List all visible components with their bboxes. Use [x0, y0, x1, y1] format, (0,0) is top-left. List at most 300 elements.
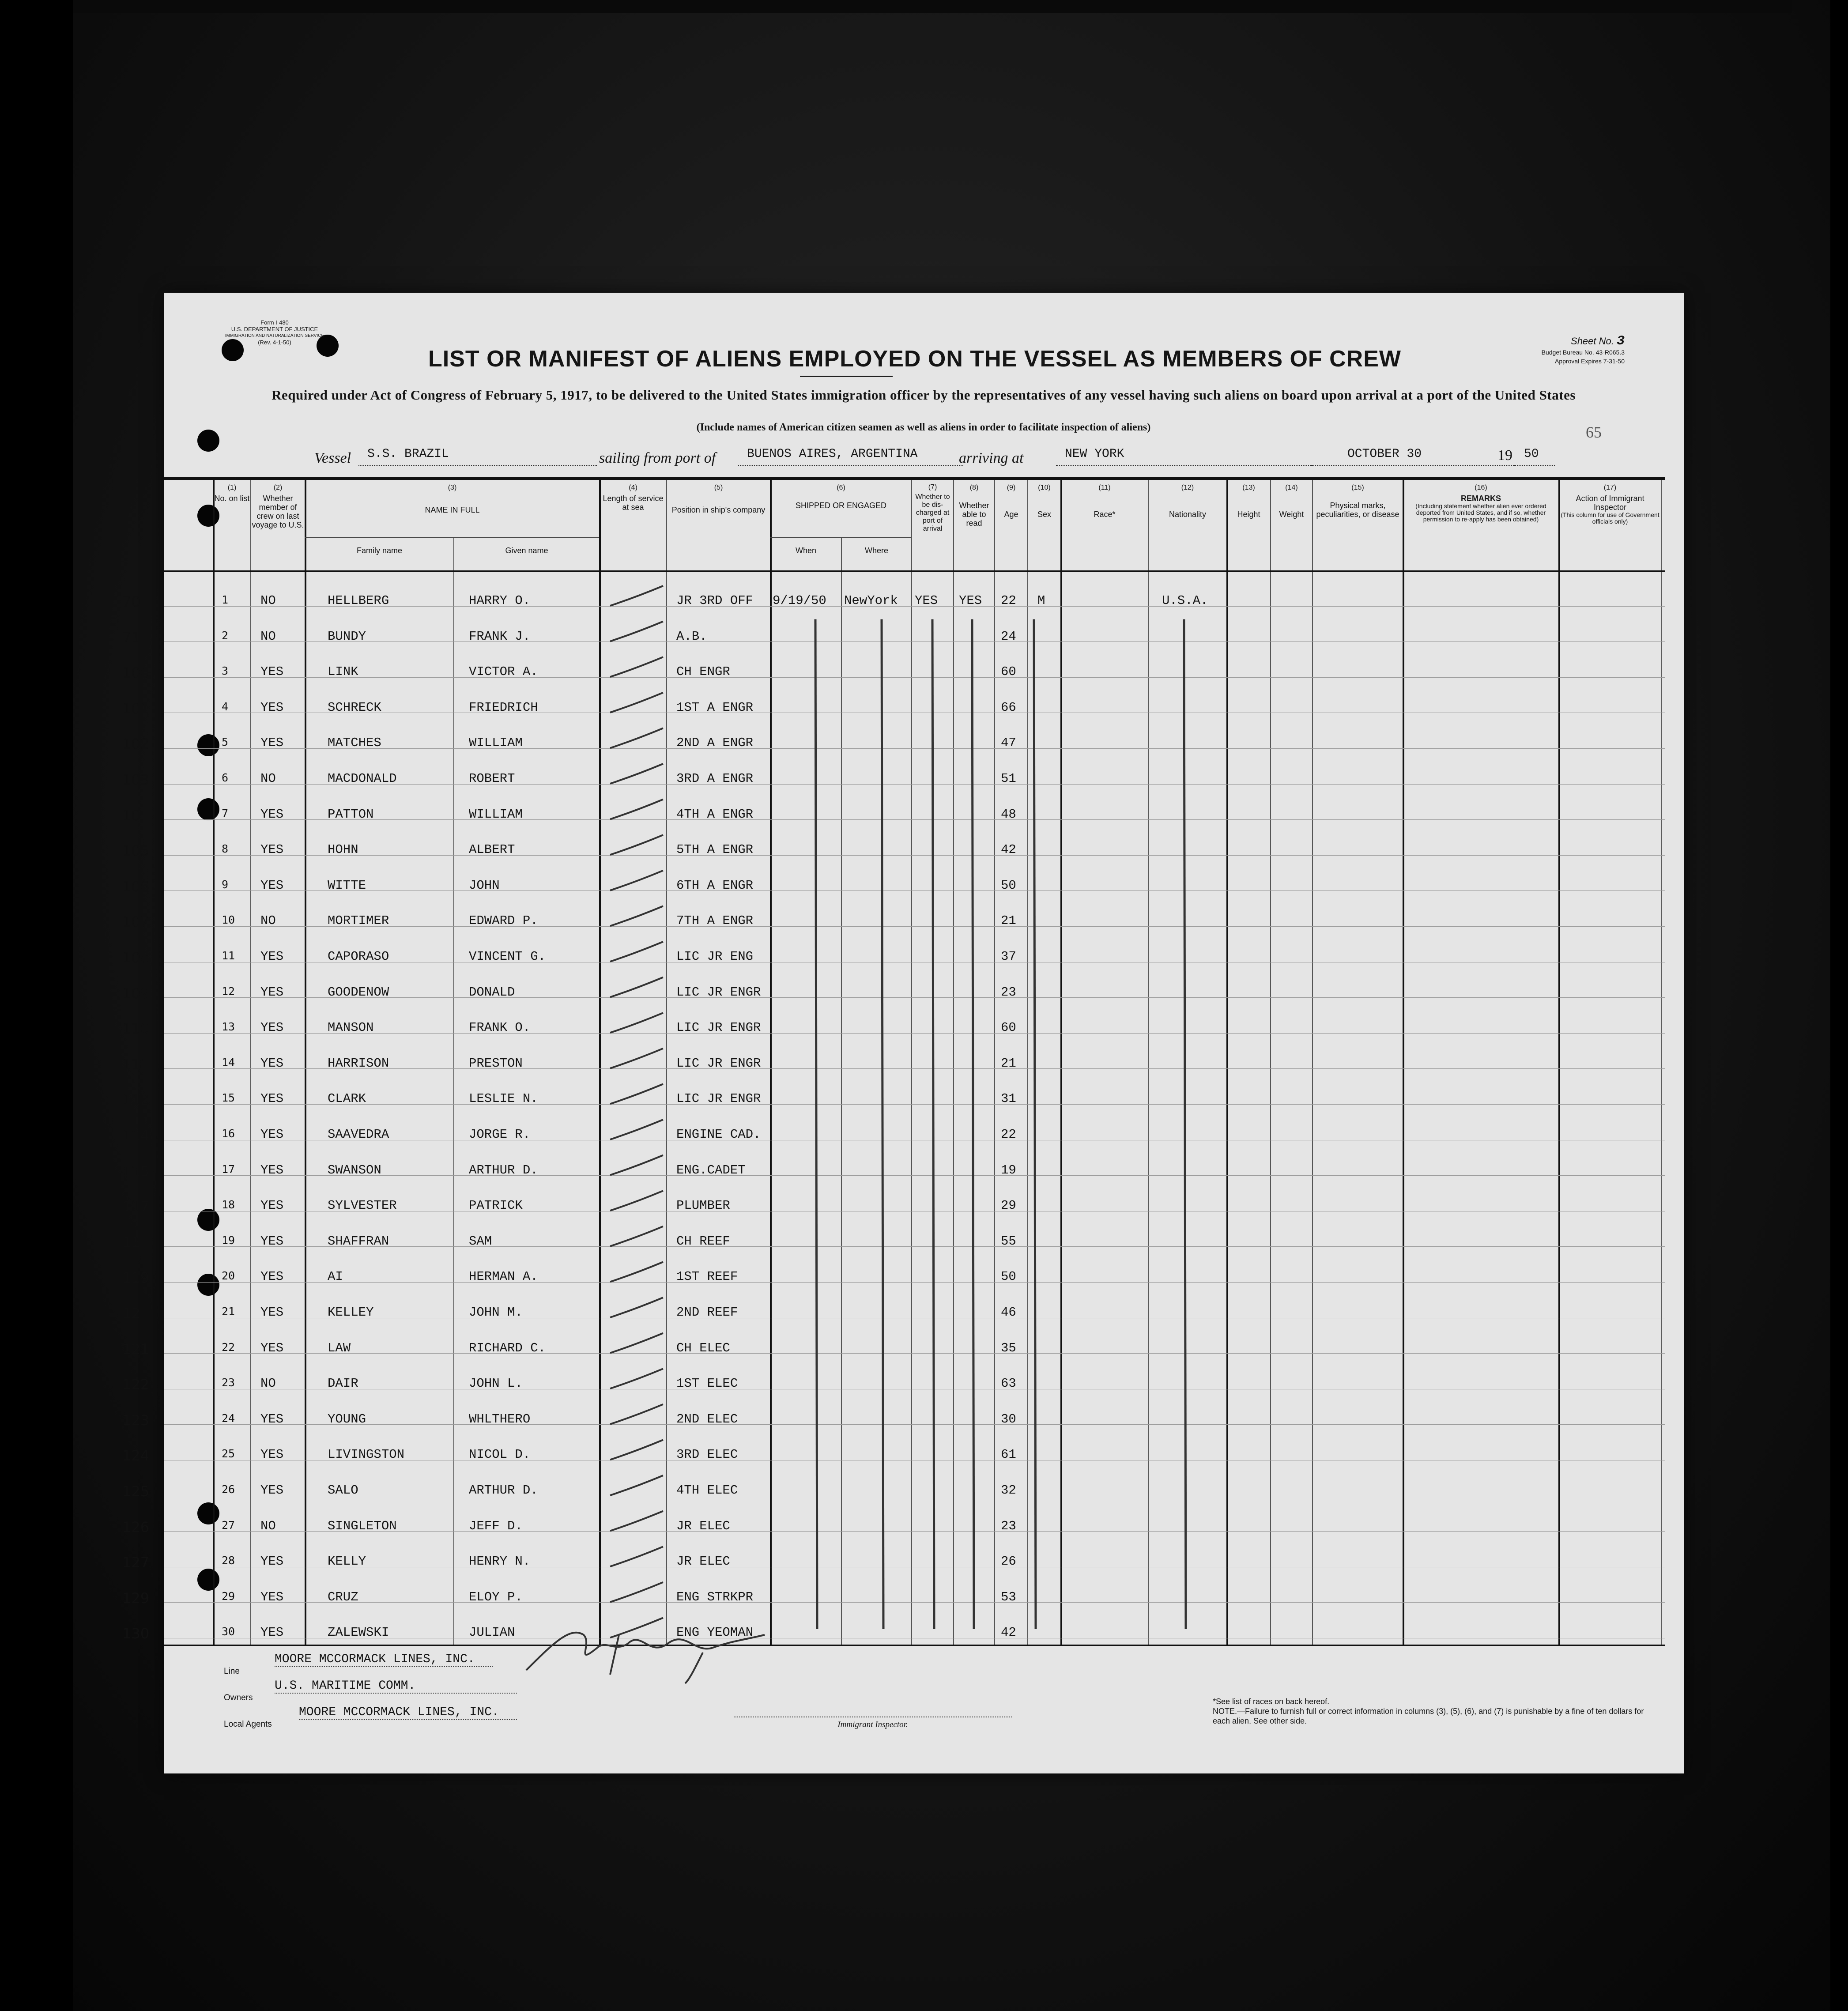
row-given-name: FRANK J.: [469, 629, 531, 644]
sailing-port: BUENOS AIRES, ARGENTINA: [738, 447, 963, 466]
row-family-name: KELLEY: [328, 1305, 374, 1320]
col-name-header: (3) NAME IN FULL: [425, 484, 480, 514]
col-nationality-header: (12) Nationality: [1169, 484, 1207, 519]
agents-value: MOORE MCCORMACK LINES, INC.: [299, 1705, 517, 1720]
row-position: 4TH A ENGR: [676, 807, 754, 822]
row-given-name: ELOY P.: [469, 1589, 523, 1604]
row-given-name: PRESTON: [469, 1056, 523, 1071]
row-family-name: BUNDY: [328, 629, 366, 644]
col-where-header: Where: [864, 546, 888, 555]
arrival-date: OCTOBER 30: [1312, 447, 1515, 466]
row-margin-number: 10: [122, 807, 140, 824]
manifest-page: [122, 293, 1684, 1773]
row-no: 27: [222, 1518, 235, 1532]
ditto-pen-line: [972, 619, 974, 1629]
sheet-label: Sheet No.: [1571, 336, 1614, 347]
row-age: 21: [1001, 913, 1016, 928]
manifest-footer: [164, 1644, 1684, 1772]
row-position: CH ELEC: [676, 1340, 730, 1355]
row-position: ENG YEOMAN: [676, 1625, 754, 1640]
row-last-voyage: YES: [260, 1198, 284, 1213]
row-family-name: KELLY: [328, 1554, 366, 1569]
row-position: 5TH A ENGR: [676, 842, 754, 857]
row-age: 60: [1001, 1020, 1016, 1035]
row-last-voyage: YES: [260, 1162, 284, 1177]
row-age: 32: [1001, 1483, 1016, 1498]
row-discharged: YES: [915, 593, 938, 608]
row-margin-number: 122: [122, 1376, 150, 1393]
row-margin-number: 130: [122, 1625, 150, 1642]
row-no: 10: [222, 913, 235, 927]
col-discharged-header: (7) Whether to be dis-charged at port of arrival: [915, 483, 950, 532]
row-position: LIC JR ENGR: [676, 1020, 761, 1035]
row-position: 2ND ELEC: [676, 1411, 738, 1426]
row-no: 14: [222, 1056, 235, 1069]
service-pen-stroke: [610, 800, 663, 819]
row-age: 31: [1001, 1091, 1016, 1106]
ditto-pen-line: [1034, 619, 1036, 1629]
row-margin-number: 108: [122, 949, 150, 966]
film-border-right: [1830, 0, 1848, 2011]
row-last-voyage: YES: [260, 664, 284, 679]
row-last-voyage: YES: [260, 1091, 284, 1106]
vessel-label: Vessel: [314, 450, 351, 466]
row-last-voyage: NO: [260, 1376, 276, 1391]
col-sex-header: (10) Sex: [1037, 484, 1052, 519]
row-age: 37: [1001, 949, 1016, 964]
row-given-name: WILLIAM: [469, 807, 523, 822]
row-no: 12: [222, 985, 235, 998]
row-given-name: RICHARD C.: [469, 1340, 546, 1355]
row-family-name: LINK: [328, 664, 358, 679]
col-weight-header: (14) Weight: [1279, 484, 1304, 519]
penalty-note: NOTE.—Failure to furnish full or correct information in columns (3), (5), (6), and (7) is punishable by a fine of ten dollars for each alien. See other side.: [1213, 1707, 1644, 1725]
arrival-port: NEW YORK: [1056, 447, 1312, 466]
row-family-name: LIVINGSTON: [328, 1447, 405, 1462]
service-pen-stroke: [610, 622, 663, 641]
row-given-name: SAM: [469, 1234, 492, 1249]
film-border-left: [0, 0, 73, 2011]
row-position: 7TH A ENGR: [676, 913, 754, 928]
budget-bureau: Budget Bureau No. 43-R065.3: [1541, 349, 1625, 356]
row-age: 23: [1001, 1518, 1016, 1533]
row-family-name: LAW: [328, 1340, 351, 1355]
row-given-name: HENRY N.: [469, 1554, 531, 1569]
row-no: 28: [222, 1554, 235, 1567]
col-shipped-header: (6) SHIPPED OR ENGAGED: [795, 484, 887, 510]
row-no: 20: [222, 1269, 235, 1283]
row-position: 1ST ELEC: [676, 1376, 738, 1391]
service-pen-stroke: [610, 764, 663, 784]
service-pen-stroke: [610, 1191, 663, 1211]
col-height-header: (13) Height: [1237, 484, 1260, 519]
row-no: 24: [222, 1411, 235, 1425]
service-pen-stroke: [610, 1369, 663, 1388]
row-family-name: CLARK: [328, 1091, 366, 1106]
row-no: 3: [222, 664, 229, 678]
row-last-voyage: YES: [260, 1483, 284, 1498]
row-age: 42: [1001, 1625, 1016, 1640]
row-family-name: AI: [328, 1269, 343, 1284]
service-pen-stroke: [610, 977, 663, 997]
row-position: 2ND A ENGR: [676, 736, 754, 751]
row-nationality: U.S.A.: [1162, 593, 1208, 608]
service-pen-stroke: [610, 657, 663, 677]
row-age: 26: [1001, 1554, 1016, 1569]
row-last-voyage: YES: [260, 949, 284, 964]
row-margin-number: 129: [122, 1589, 150, 1607]
row-margin-number: 126: [122, 1518, 150, 1536]
row-position: 1ST REEF: [676, 1269, 738, 1284]
row-margin-number: 114: [122, 1127, 150, 1144]
service-pen-stroke: [610, 1226, 663, 1246]
row-no: 6: [222, 771, 229, 784]
row-family-name: HELLBERG: [328, 593, 389, 608]
row-last-voyage: YES: [260, 1234, 284, 1249]
row-given-name: EDWARD P.: [469, 913, 538, 928]
row-given-name: HERMAN A.: [469, 1269, 538, 1284]
row-last-voyage: YES: [260, 736, 284, 751]
row-no: 29: [222, 1589, 235, 1603]
col-physical-header: (15) Physical marks, peculiarities, or disease: [1316, 484, 1399, 519]
row-age: 19: [1001, 1162, 1016, 1177]
row-margin-number: 127: [122, 1554, 150, 1571]
row-given-name: ROBERT: [469, 771, 515, 786]
service-pen-stroke: [610, 1547, 663, 1566]
ditto-pen-line: [932, 619, 934, 1629]
row-given-name: FRIEDRICH: [469, 700, 538, 715]
row-margin-number: 12: [122, 1305, 140, 1322]
row-given-name: JORGE R.: [469, 1127, 531, 1142]
row-given-name: ALBERT: [469, 842, 515, 857]
row-last-voyage: YES: [260, 1056, 284, 1071]
row-no: 26: [222, 1483, 235, 1496]
row-margin-number: 70: [122, 593, 140, 610]
row-margin-number: 102: [122, 736, 150, 753]
row-no: 9: [222, 878, 229, 891]
row-family-name: SAAVEDRA: [328, 1127, 389, 1142]
ditto-pen-line: [1184, 619, 1186, 1629]
row-age: 22: [1001, 593, 1016, 608]
row-position: ENG STRKPR: [676, 1589, 754, 1604]
form-rev: (Rev. 4-1-50): [258, 339, 291, 346]
row-margin-number: 103: [122, 771, 150, 788]
row-given-name: DONALD: [469, 985, 515, 1000]
line-value: MOORE MCCORMACK LINES, INC.: [275, 1653, 493, 1667]
ditto-pen-line: [882, 619, 883, 1629]
row-family-name: SALO: [328, 1483, 358, 1498]
requirement-note: (Include names of American citizen seamen as well as aliens in order to facilitate inspection of aliens): [696, 422, 1151, 433]
row-last-voyage: YES: [260, 842, 284, 857]
row-age: 51: [1001, 771, 1016, 786]
row-family-name: HARRISON: [328, 1056, 389, 1071]
row-age: 50: [1001, 878, 1016, 893]
row-position: 3RD A ENGR: [676, 771, 754, 786]
row-age: 46: [1001, 1305, 1016, 1320]
sheet-box: [1483, 335, 1625, 366]
row-no: 11: [222, 949, 235, 962]
col-read-header: (8) Whether able to read: [959, 484, 989, 528]
row-age: 42: [1001, 842, 1016, 857]
service-pen-stroke: [610, 1475, 663, 1495]
row-given-name: JOHN: [469, 878, 500, 893]
row-margin-number: 106: [122, 878, 150, 895]
approval-expires: Approval Expires 7-31-50: [1555, 358, 1625, 365]
row-position: PLUMBER: [676, 1198, 730, 1213]
row-margin-number: 117: [122, 1198, 150, 1215]
row-no: 4: [222, 700, 229, 713]
row-position: CH ENGR: [676, 664, 730, 679]
row-given-name: JEFF D.: [469, 1518, 523, 1533]
col-last-voyage-header: (2) Whether member of crew on last voyage to U.S.: [252, 484, 304, 529]
film-border-top: [71, 0, 1792, 13]
row-last-voyage: YES: [260, 700, 284, 715]
page-title: LIST OR MANIFEST OF ALIENS EMPLOYED ON THE VESSEL AS MEMBERS OF CREW: [428, 346, 1401, 372]
row-able-to-read: YES: [959, 593, 982, 608]
row-last-voyage: NO: [260, 771, 276, 786]
row-position: CH REEF: [676, 1234, 730, 1249]
row-margin-number: 101: [122, 700, 150, 717]
row-age: 53: [1001, 1589, 1016, 1604]
inspector-signature-line: Immigrant Inspector.: [734, 1717, 1012, 1730]
service-pen-stroke: [610, 1262, 663, 1282]
row-given-name: JOHN L.: [469, 1376, 523, 1391]
row-family-name: SWANSON: [328, 1162, 381, 1177]
row-last-voyage: NO: [260, 913, 276, 928]
row-given-name: WILLIAM: [469, 736, 523, 751]
row-no: 17: [222, 1162, 235, 1176]
row-given-name: HARRY O.: [469, 593, 531, 608]
row-given-name: JOHN M.: [469, 1305, 523, 1320]
row-family-name: SYLVESTER: [328, 1198, 397, 1213]
owners-label: Owners: [224, 1693, 253, 1702]
row-position: 1ST A ENGR: [676, 700, 754, 715]
line-label: Line: [224, 1667, 240, 1676]
service-pen-stroke: [610, 1084, 663, 1104]
row-last-voyage: YES: [260, 1269, 284, 1284]
form-identifier: [217, 319, 332, 346]
row-last-voyage: NO: [260, 1518, 276, 1533]
row-family-name: CRUZ: [328, 1589, 358, 1604]
row-position: 4TH ELEC: [676, 1483, 738, 1498]
row-margin-number: 71: [122, 629, 140, 646]
col-family-name-header: Family name: [356, 546, 403, 555]
row-family-name: CAPORASO: [328, 949, 389, 964]
row-shipped-where: NewYork: [844, 593, 898, 608]
races-note: *See list of races on back hereof.: [1213, 1697, 1330, 1706]
sheet-number: 3: [1616, 334, 1625, 349]
crew-table: [122, 477, 1665, 1646]
service-pen-stroke: [610, 1013, 663, 1033]
row-no: 22: [222, 1340, 235, 1354]
row-family-name: YOUNG: [328, 1411, 366, 1426]
row-position: LIC JR ENGR: [676, 1091, 761, 1106]
row-age: 55: [1001, 1234, 1016, 1249]
row-no: 13: [222, 1020, 235, 1034]
service-pen-stroke: [610, 835, 663, 855]
row-position: ENGINE CAD.: [676, 1127, 761, 1142]
row-margin-number: 111: [122, 1056, 150, 1073]
row-age: 29: [1001, 1198, 1016, 1213]
row-no: 25: [222, 1447, 235, 1460]
row-no: 2: [222, 629, 229, 642]
row-shipped-when: 9/19/50: [773, 593, 826, 608]
arriving-label: arriving at: [959, 450, 1024, 466]
row-age: 63: [1001, 1376, 1016, 1391]
row-given-name: PATRICK: [469, 1198, 523, 1213]
row-age: 22: [1001, 1127, 1016, 1142]
row-sex: M: [1037, 593, 1045, 608]
row-family-name: HOHN: [328, 842, 358, 857]
service-pen-stroke: [610, 1120, 663, 1139]
row-position: 6TH A ENGR: [676, 878, 754, 893]
row-position: JR ELEC: [676, 1554, 730, 1569]
service-pen-stroke: [610, 586, 663, 606]
row-last-voyage: NO: [260, 593, 276, 608]
footer-notes: [1213, 1697, 1654, 1726]
col-age-header: (9) Age: [1004, 484, 1018, 519]
form-number: Form I-480: [260, 319, 289, 326]
row-no: 8: [222, 842, 229, 856]
row-last-voyage: YES: [260, 1020, 284, 1035]
row-margin-number: 109: [122, 985, 150, 1002]
row-family-name: WITTE: [328, 878, 366, 893]
handwritten-marks: [164, 480, 1665, 1645]
row-last-voyage: YES: [260, 878, 284, 893]
row-age: 30: [1001, 1411, 1016, 1426]
row-no: 7: [222, 807, 229, 820]
row-given-name: JULIAN: [469, 1625, 515, 1640]
row-family-name: SINGLETON: [328, 1518, 397, 1533]
row-age: 48: [1001, 807, 1016, 822]
row-family-name: MORTIMER: [328, 913, 389, 928]
row-margin-number: 110: [122, 1020, 150, 1038]
row-margin-number: 125: [122, 1483, 150, 1500]
row-given-name: VINCENT G.: [469, 949, 546, 964]
row-family-name: PATTON: [328, 807, 374, 822]
row-last-voyage: YES: [260, 1625, 284, 1640]
folio-number: 65: [1586, 423, 1602, 441]
row-given-name: LESLIE N.: [469, 1091, 538, 1106]
row-position: LIC JR ENGR: [676, 1056, 761, 1071]
row-family-name: MATCHES: [328, 736, 381, 751]
row-last-voyage: YES: [260, 1589, 284, 1604]
service-pen-stroke: [610, 1049, 663, 1068]
row-last-voyage: YES: [260, 1127, 284, 1142]
row-margin-number: 123: [122, 1411, 150, 1429]
row-margin-number: 121: [122, 1340, 150, 1358]
row-age: 61: [1001, 1447, 1016, 1462]
col-position-header: (5) Position in ship's company: [671, 484, 766, 514]
row-no: 18: [222, 1198, 235, 1211]
form-dept: U.S. DEPARTMENT OF JUSTICE: [231, 326, 318, 332]
row-given-name: VICTOR A.: [469, 664, 538, 679]
row-position: JR ELEC: [676, 1518, 730, 1533]
service-pen-stroke: [610, 942, 663, 962]
row-age: 60: [1001, 664, 1016, 679]
service-pen-stroke: [610, 1511, 663, 1531]
row-margin-number: 112: [122, 1091, 150, 1109]
col-when-header: When: [795, 546, 817, 555]
col-service-header: (4) Length of service at sea: [603, 484, 664, 512]
voyage-line: [164, 447, 1684, 469]
row-last-voyage: YES: [260, 807, 284, 822]
col-race-header: (11) Race*: [1094, 484, 1116, 519]
row-margin-number: 11: [122, 1234, 140, 1251]
col-no-header: (1) No. on list: [214, 484, 250, 503]
row-given-name: FRANK O.: [469, 1020, 531, 1035]
row-margin-number: 107: [122, 913, 150, 931]
row-last-voyage: YES: [260, 1340, 284, 1355]
row-no: 15: [222, 1091, 235, 1105]
row-position: JR 3RD OFF: [676, 593, 754, 608]
service-pen-stroke: [610, 1582, 663, 1602]
form-service: IMMIGRATION AND NATURALIZATION SERVICE: [225, 333, 324, 338]
row-last-voyage: YES: [260, 1411, 284, 1426]
row-no: 30: [222, 1625, 235, 1638]
row-last-voyage: YES: [260, 1305, 284, 1320]
row-family-name: GOODENOW: [328, 985, 389, 1000]
row-no: 19: [222, 1234, 235, 1247]
row-no: 23: [222, 1376, 235, 1389]
ditto-pen-line: [815, 619, 817, 1629]
row-position: LIC JR ENG: [676, 949, 754, 964]
row-margin-number: 124: [122, 1447, 150, 1464]
row-margin-number: 100: [122, 664, 150, 682]
row-margin-number: 115: [122, 1162, 150, 1180]
row-given-name: ARTHUR D.: [469, 1162, 538, 1177]
row-given-name: WHLTHERO: [469, 1411, 531, 1426]
row-age: 66: [1001, 700, 1016, 715]
row-last-voyage: NO: [260, 629, 276, 644]
row-position: 3RD ELEC: [676, 1447, 738, 1462]
sailing-label: sailing from port of: [599, 450, 716, 466]
row-last-voyage: YES: [260, 1447, 284, 1462]
service-pen-stroke: [610, 1440, 663, 1460]
service-pen-stroke: [610, 1155, 663, 1175]
row-margin-number: 119: [122, 1269, 150, 1287]
row-position: A.B.: [676, 629, 707, 644]
row-position: 2ND REEF: [676, 1305, 738, 1320]
col-action-header: (17) Action of Immigrant Inspector (This column for use of Government officials only): [1561, 484, 1659, 525]
row-family-name: DAIR: [328, 1376, 358, 1391]
row-age: 50: [1001, 1269, 1016, 1284]
row-age: 47: [1001, 736, 1016, 751]
row-position: ENG.CADET: [676, 1162, 746, 1177]
requirement-text: Required under Act of Congress of February 5, 1917, to be delivered to the United States immigration officer by the representatives of any vessel having such aliens on board upon arrival at a port of the United States: [272, 387, 1576, 403]
row-age: 24: [1001, 629, 1016, 644]
row-age: 35: [1001, 1340, 1016, 1355]
row-no: 21: [222, 1305, 235, 1318]
row-position: LIC JR ENGR: [676, 985, 761, 1000]
row-given-name: NICOL D.: [469, 1447, 531, 1462]
signature-scribble: [517, 1617, 826, 1688]
row-family-name: SCHRECK: [328, 700, 381, 715]
row-family-name: ZALEWSKI: [328, 1625, 389, 1640]
row-last-voyage: YES: [260, 1554, 284, 1569]
row-margin-number: 105: [122, 842, 150, 860]
row-family-name: MACDONALD: [328, 771, 397, 786]
service-pen-stroke: [610, 871, 663, 890]
service-pen-stroke: [610, 1333, 663, 1353]
title-underline: [800, 376, 893, 377]
row-age: 21: [1001, 1056, 1016, 1071]
col-remarks-header: (16) REMARKS (Including statement whether alien ever ordered deported from United States, and if so, whether permission to re-apply has been obtained): [1415, 484, 1546, 523]
row-age: 23: [1001, 985, 1016, 1000]
owners-value: U.S. MARITIME COMM.: [275, 1679, 517, 1694]
service-pen-stroke: [610, 906, 663, 926]
row-family-name: MANSON: [328, 1020, 374, 1035]
